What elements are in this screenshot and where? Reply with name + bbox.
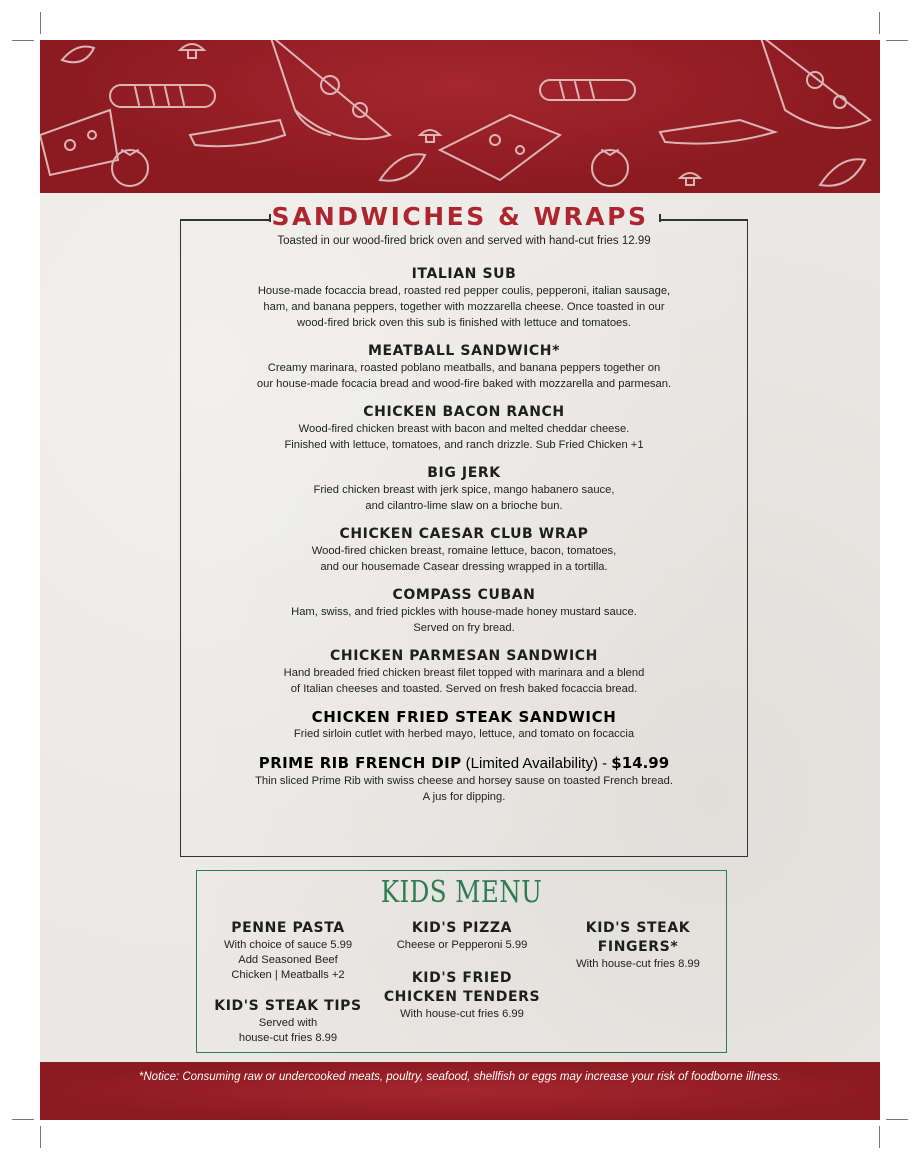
menu-item bbox=[180, 587, 748, 636]
prime-rib-heading bbox=[180, 754, 748, 773]
item-name: BIG JERK bbox=[427, 465, 501, 481]
item-price: $14.99 bbox=[611, 754, 670, 772]
menu-item bbox=[180, 648, 748, 697]
menu-item bbox=[180, 465, 748, 514]
item-description: Fried chicken breast with jerk spice, mango habanero sauce, and cilantro-lime slaw on a brioche bun. bbox=[313, 484, 615, 512]
kids-item-name: PENNE PASTA bbox=[231, 920, 345, 936]
menu-item bbox=[180, 709, 748, 742]
kids-item-name: KID'S FRIED CHICKEN TENDERS bbox=[383, 970, 541, 1005]
item-description: Fried sirloin cutlet with herbed mayo, lettuce, and tomato on focaccia bbox=[293, 728, 635, 740]
crop-mark bbox=[886, 1119, 908, 1120]
kids-menu-box bbox=[196, 870, 727, 1053]
kids-item bbox=[203, 997, 373, 1046]
kids-item-description: With house-cut fries 6.99 bbox=[400, 1008, 524, 1020]
item-name: PRIME RIB FRENCH DIP bbox=[258, 754, 462, 772]
crop-mark bbox=[40, 1126, 41, 1148]
item-name: CHICKEN PARMESAN SANDWICH bbox=[330, 648, 598, 664]
kids-item-name: KID'S STEAK TIPS bbox=[214, 998, 362, 1014]
crop-mark bbox=[879, 12, 880, 34]
item-description: Hand breaded fried chicken breast filet topped with marinara and a blend of Italian cheeses and toasted. Served on fresh baked focaccia bread. bbox=[283, 667, 645, 695]
kids-item bbox=[203, 919, 373, 983]
crop-mark bbox=[40, 12, 41, 34]
availability-note: (Limited Availability) - bbox=[461, 755, 612, 772]
kids-menu-title: KIDS MENU bbox=[380, 875, 543, 910]
crop-mark bbox=[12, 1119, 34, 1120]
menu-item bbox=[180, 343, 748, 392]
item-name: CHICKEN CAESAR CLUB WRAP bbox=[339, 526, 589, 542]
item-description: House-made focaccia bread, roasted red pepper coulis, pepperoni, italian sausage, ham, and banana peppers, together with mozzarella cheese. Once toasted in our wood-fired brick oven this sub is finished with lettuce and tomatoes. bbox=[257, 285, 671, 329]
section-subtitle: Toasted in our wood-fired brick oven and served with hand-cut fries 12.99 bbox=[277, 235, 651, 247]
food-safety-notice: *Notice: Consuming raw or undercooked meats, poultry, seafood, shellfish or eggs may increase your risk of foodborne illness. bbox=[138, 1071, 782, 1083]
kids-item-name: KID'S PIZZA bbox=[411, 920, 513, 936]
item-name: CHICKEN BACON RANCH bbox=[363, 404, 565, 420]
crop-mark bbox=[12, 40, 34, 41]
item-name: MEATBALL SANDWICH* bbox=[367, 343, 561, 359]
item-description: Creamy marinara, roasted poblano meatballs, and banana peppers together on our house-made focacia bread and wood-fire baked with mozzarella and parmesan. bbox=[256, 362, 672, 390]
item-description: Thin sliced Prime Rib with swiss cheese and horsey sause on toasted French bread. A jus for dipping. bbox=[255, 775, 673, 803]
menu-item bbox=[180, 526, 748, 575]
menu-item bbox=[180, 266, 748, 331]
kids-item bbox=[377, 969, 547, 1022]
menu-item-prime-rib bbox=[180, 754, 748, 805]
kids-item-name: KID'S STEAK FINGERS* bbox=[585, 920, 691, 955]
kids-item-description: Served with house-cut fries 8.99 bbox=[238, 1017, 338, 1044]
kids-item bbox=[553, 919, 723, 972]
crop-mark bbox=[879, 1126, 880, 1148]
kids-item-description: With choice of sauce 5.99 Add Seasoned Beef Chicken | Meatballs +2 bbox=[223, 939, 353, 981]
kids-item-description: Cheese or Pepperoni 5.99 bbox=[396, 939, 528, 951]
item-name: COMPASS CUBAN bbox=[392, 587, 536, 603]
item-name: ITALIAN SUB bbox=[411, 266, 517, 282]
item-description: Wood-fired chicken breast with bacon and melted cheddar cheese. Finished with lettuce, tomatoes, and ranch drizzle. Sub Fried Chicken +1 bbox=[284, 423, 644, 451]
sandwich-list bbox=[180, 266, 748, 817]
item-description: Wood-fired chicken breast, romaine lettuce, bacon, tomatoes, and our housemade Casear dressing wrapped in a tortilla. bbox=[311, 545, 617, 573]
item-name: CHICKEN FRIED STEAK SANDWICH bbox=[311, 708, 617, 726]
crop-mark bbox=[886, 40, 908, 41]
food-doodle-pattern bbox=[40, 40, 880, 193]
section-title: SANDWICHES & WRAPS bbox=[271, 202, 649, 231]
kids-item-description: With house-cut fries 8.99 bbox=[576, 958, 700, 970]
top-banner bbox=[40, 40, 880, 193]
menu-item bbox=[180, 404, 748, 453]
kids-item bbox=[377, 919, 547, 953]
bottom-banner bbox=[40, 1062, 880, 1120]
item-description: Ham, swiss, and fried pickles with house-made honey mustard sauce. Served on fry bread. bbox=[291, 606, 637, 634]
